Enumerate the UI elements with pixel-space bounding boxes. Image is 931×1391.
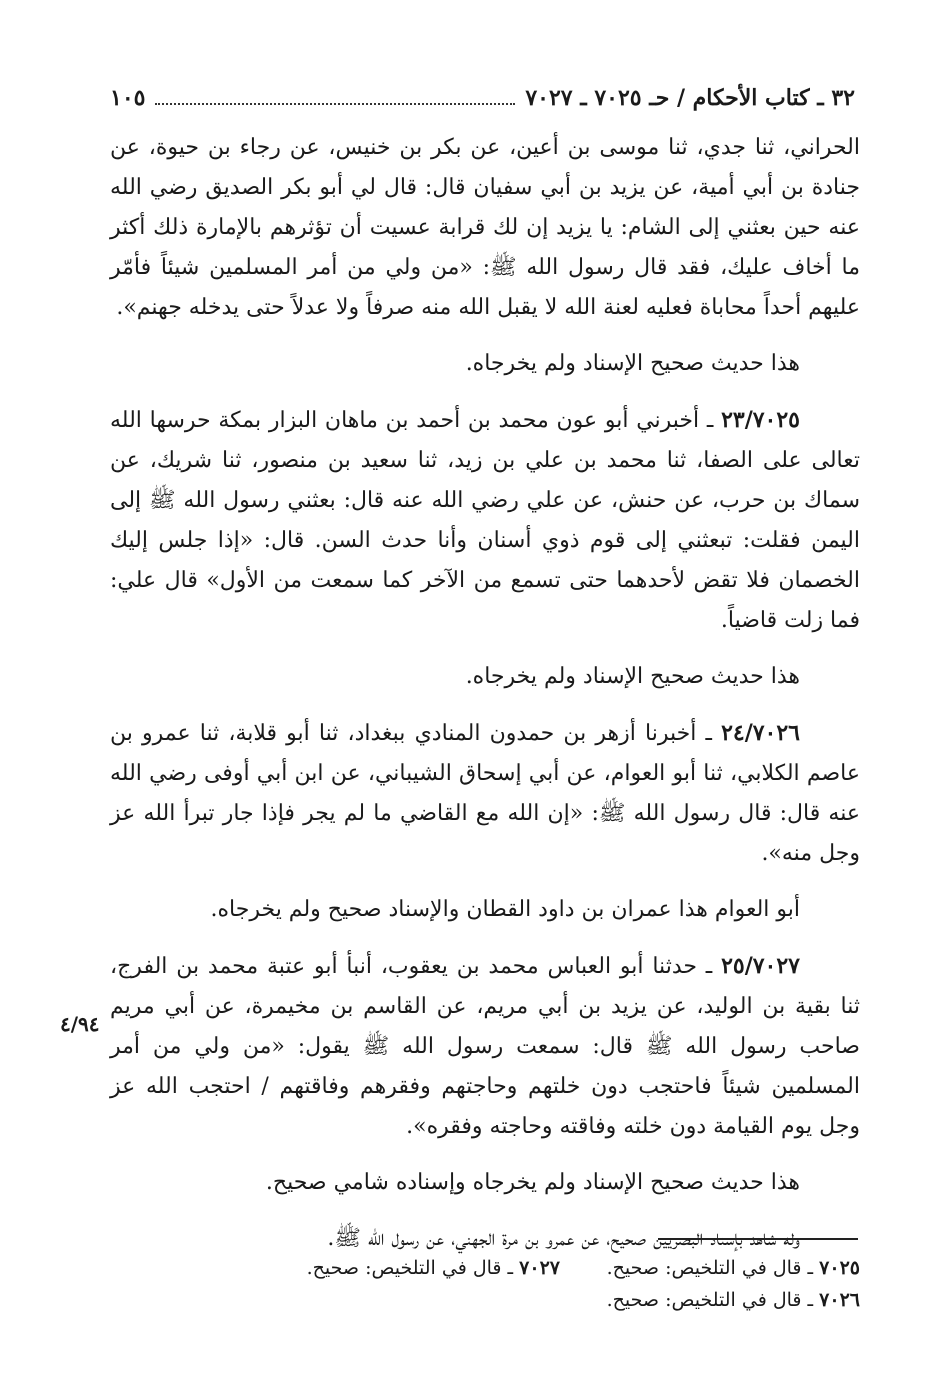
- header-leader-dots: [155, 103, 515, 105]
- paragraph-text: ـ أخبرني أبو عون محمد بن أحمد بن ماهان البزار بمكة حرسها الله تعالى على الصفا، ثنا محمد بن علي بن زيد، ثنا سعيد بن منصور، ثنا شريك، عن سماك بن حرب، عن حنش، عن علي رضي الله عنه قال: بعثني رسول الله ﷺ إلى اليمن فقلت: تبعثني إلى قوم ذوي أسنان وأنا حدث السن. قال: «إذا جلس إليك الخصمان فلا تقض لأحدهما حتى تسمع من الآخر كما سمعت من الأول» قال علي: فما زلت قاضياً.: [110, 408, 860, 633]
- hadith-number: ٢٤/٧٠٢٦: [721, 720, 800, 746]
- header-title: ٣٢ ـ كتاب الأحكام / حـ ٧٠٢٥ ـ ٧٠٢٧: [525, 85, 855, 111]
- paragraph-text: ـ حدثنا أبو العباس محمد بن يعقوب، أنبأ أبو عتبة محمد بن الفرج، ثنا بقية بن الوليد، عن يزيد بن أبي مريم، عن القاسم بن مخيمرة، عن أبي مريم صاحب رسول الله ﷺ قال: سمعت رسول الله ﷺ يقول: «من ولي من أمر المسلمين شيئاً فاحتجب دون خلتهم وحاجتهم وفقرهم وفاقتهم / احتجب الله عز وجل يوم القيامة دون خلته وفاقته وحاجته وفقره».: [110, 954, 860, 1139]
- paragraph-grading: [110, 344, 860, 384]
- paragraph-text: ـ أخبرنا أزهر بن حمدون المنادي ببغداد، ثنا أبو قلابة، ثنا عمرو بن عاصم الكلابي، ثنا أبو العوام، عن أبي إسحاق الشيباني، عن ابن أبي أوفى رضي الله عنه قال: قال رسول الله ﷺ: «إن الله مع القاضي ما لم يجر فإذا جار تبرأ الله عز وجل منه».: [110, 721, 860, 866]
- footnote-number: ٧٠٢٦: [819, 1289, 860, 1311]
- hadith-7027: [110, 946, 860, 1147]
- paragraph-grading: [110, 1163, 860, 1203]
- footnote-text: ـ قال في التلخيص: صحيح.: [606, 1257, 814, 1279]
- hadith-7026: [110, 713, 860, 874]
- footnotes: [110, 1252, 860, 1316]
- footnote-number: ٧٠٢٥: [819, 1257, 860, 1279]
- margin-reference: ٤/٩٤: [60, 1012, 100, 1036]
- paragraph-text: هذا حديث صحيح الإسناد ولم يخرجاه.: [465, 351, 800, 376]
- footnote-item: [260, 1252, 560, 1284]
- footnote-text: ـ قال في التلخيص: صحيح.: [306, 1257, 514, 1279]
- hadith-number: ٢٣/٧٠٢٥: [721, 407, 800, 433]
- paragraph-text: وله شاهد بإسناد البصريين صحيح، عن عمرو بن مرة الجهني، عن رسول الله ﷺ.: [327, 1226, 800, 1251]
- paragraph-text: هذا حديث صحيح الإسناد ولم يخرجاه.: [465, 664, 800, 689]
- footnote-row: [110, 1252, 860, 1284]
- footnote-row: [110, 1284, 860, 1316]
- paragraph-text: أبو العوام هذا عمران بن داود القطان والإسناد صحيح ولم يخرجاه.: [210, 897, 800, 922]
- page-number: ١٠٥: [110, 85, 146, 111]
- paragraph-text: الحراني، ثنا جدي، ثنا موسى بن أعين، عن بكر بن خنيس، عن رجاء بن حيوة، عن جنادة بن أبي أمية، عن يزيد بن أبي سفيان قال: قال لي أبو بكر الصديق رضي الله عنه حين بعثني إلى الشام: يا يزيد إن لك قرابة عسيت أن تؤثرهم بالإمارة ذلك أكثر ما أخاف عليك، فقد قال رسول الله ﷺ: «من ولي من أمر المسلمين شيئاً فأمّر عليهم أحداً محاباة فعليه لعنة الله لا يقبل الله منه صرفاً ولا عدلاً حتى يدخله جهنم».: [110, 135, 860, 320]
- footnote-item: [560, 1284, 860, 1316]
- paragraph-grading: [110, 657, 860, 697]
- footnote-divider: [658, 1238, 858, 1240]
- hadith-number: ٢٥/٧٠٢٧: [721, 953, 800, 979]
- running-header: [110, 80, 855, 116]
- hadith-7025: [110, 400, 860, 641]
- main-text: [110, 128, 860, 1275]
- paragraph-text: هذا حديث صحيح الإسناد ولم يخرجاه وإسناده شامي صحيح.: [265, 1170, 800, 1195]
- paragraph-grading: [110, 890, 860, 930]
- footnote-item: [560, 1252, 860, 1284]
- footnote-text: ـ قال في التلخيص: صحيح.: [606, 1289, 814, 1311]
- paragraph-continuation: [110, 128, 860, 328]
- footnote-number: ٧٠٢٧: [519, 1257, 560, 1279]
